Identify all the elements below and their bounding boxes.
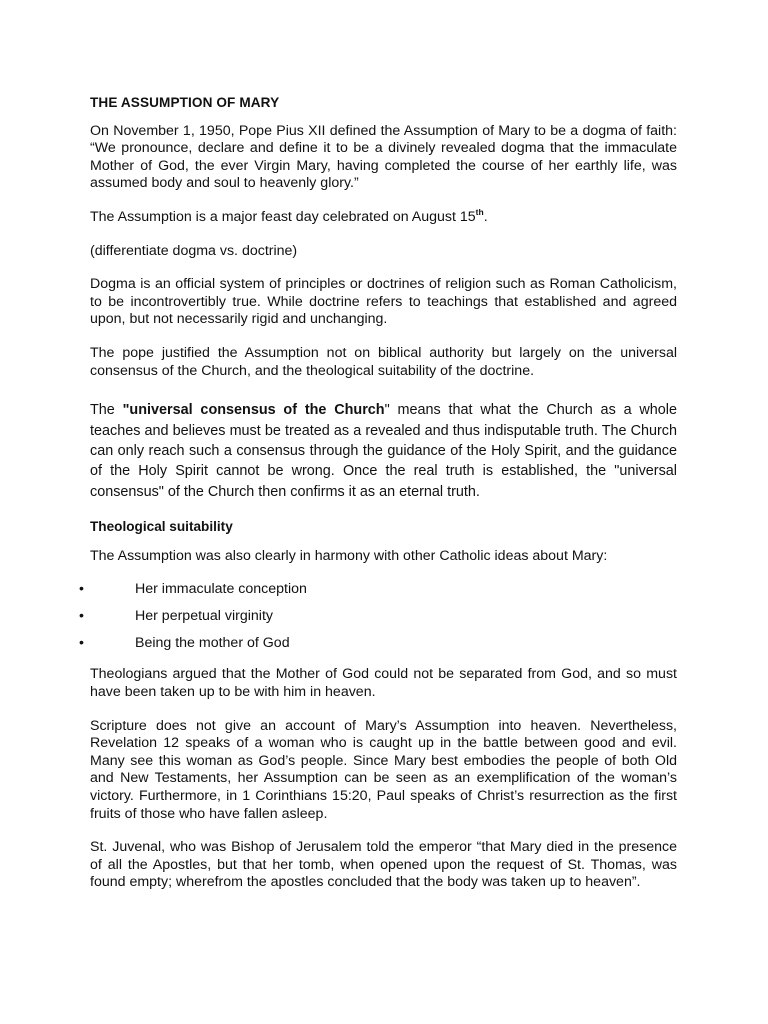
paragraph-differentiate-note: (differentiate dogma vs. doctrine): [90, 242, 298, 259]
list-item: [79, 581, 677, 608]
bullet-list: [79, 581, 677, 662]
paragraph-universal-consensus: [90, 400, 677, 502]
bullet-icon: •: [79, 581, 84, 598]
consensus-lead: The: [90, 402, 123, 419]
document-title: THE ASSUMPTION OF MARY: [90, 95, 280, 110]
list-item-text: Being the mother of God: [135, 635, 290, 652]
paragraph-definition: On November 1, 1950, Pope Pius XII defined the Assumption of Mary to be a dogma of faith: “We pronounce, declare and define it to be a divinely revealed dogma that the immaculate Mother of God, the ever Virgin Mary, having completed the course of her earthly life, was assumed body and soul to heavenly glory.”: [90, 122, 677, 192]
consensus-body: " means that what the Church as a whole teaches and believes must be treated as a revealed and thus indisputable truth. The Church can only reach such a consensus through the guidance of the Holy Spirit, and the guidance of the Holy Spirit cannot be wrong. Once the real truth is established, the "universal consensus" of the Church then confirms it as an eternal truth.: [90, 402, 677, 500]
list-item-text: Her perpetual virginity: [135, 608, 273, 625]
list-item-text: Her immaculate conception: [135, 581, 307, 598]
paragraph-harmony: The Assumption was also clearly in harmony with other Catholic ideas about Mary:: [90, 547, 608, 564]
paragraph-theologians: Theologians argued that the Mother of God could not be separated from God, and so must have been taken up to be with him in heaven.: [90, 666, 677, 700]
section-heading-theological-suitability: Theological suitability: [90, 519, 233, 535]
consensus-bold-phrase: "universal consensus of the Church: [122, 402, 385, 419]
bullet-icon: •: [79, 635, 84, 652]
paragraph-st-juvenal: St. Juvenal, who was Bishop of Jerusalem told the emperor “that Mary died in the presence of all the Apostles, but that her tomb, when opened upon the request of St. Thomas, was found empty; wherefrom the apostles concluded that the body was taken up to heaven”.: [90, 839, 677, 891]
paragraph-feast-day: [90, 206, 677, 227]
paragraph-scripture: Scripture does not give an account of Mary’s Assumption into heaven. Nevertheless, Revelation 12 speaks of a woman who is caught up in the battle between good and evil. Many see this woman as God’s people. Since Mary best embodies the people of both Old and New Testaments, her Assumption can be seen as an exemplification of the woman’s victory. Furthermore, in 1 Corinthians 15:20, Paul speaks of Christ’s resurrection as the first fruits of those who have fallen asleep.: [90, 717, 677, 822]
document-body: [79, 94, 677, 908]
feast-day-period: .: [483, 208, 488, 225]
feast-day-superscript: th: [475, 206, 484, 217]
bullet-icon: •: [79, 608, 84, 625]
feast-day-text: The Assumption is a major feast day celebrated on August 15: [90, 208, 476, 225]
list-item: [79, 635, 677, 662]
paragraph-pope-justification: The pope justified the Assumption not on biblical authority but largely on the universal consensus of the Church, and the theological suitability of the doctrine.: [90, 344, 677, 379]
paragraph-dogma-doctrine: Dogma is an official system of principles or doctrines of religion such as Roman Catholicism, to be incontrovertibly true. While doctrine refers to teachings that established and agreed upon, but not necessarily rigid and unchanging.: [90, 276, 677, 328]
list-item: [79, 608, 677, 635]
